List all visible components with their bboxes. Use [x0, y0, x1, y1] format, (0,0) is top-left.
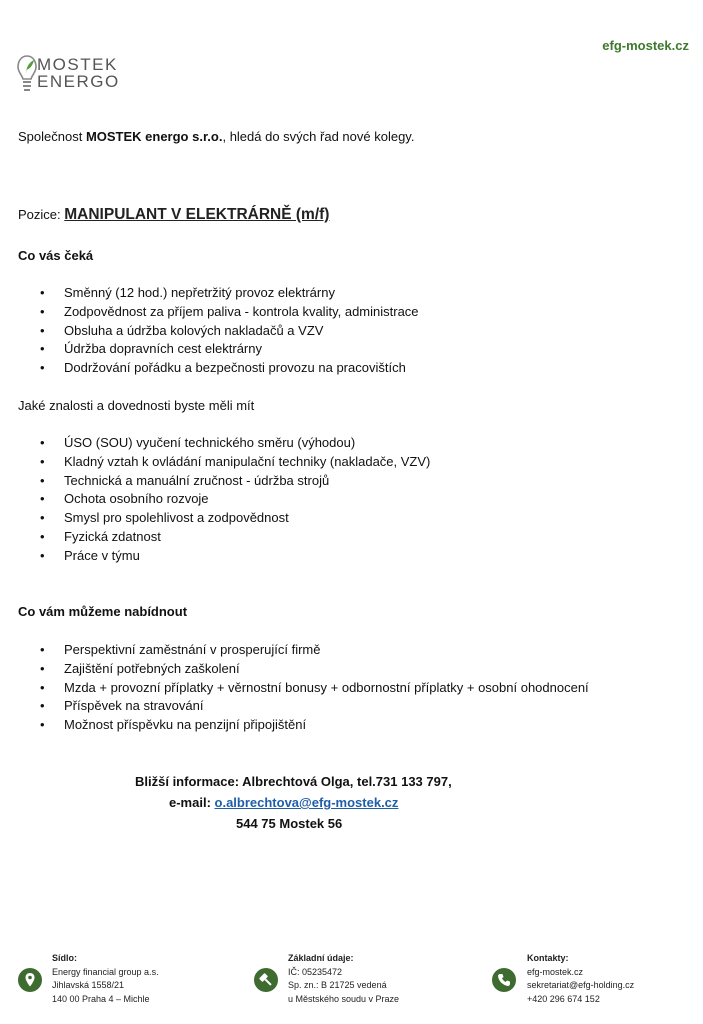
section2-heading: Jaké znalosti a dovednosti byste měli mít [18, 398, 255, 413]
intro-suffix: , hledá do svých řad nové kolegy. [222, 129, 415, 144]
section2-list [18, 434, 430, 566]
list-item: • Možnost příspěvku na penzijní připojištění [18, 716, 589, 735]
footer-basic-heading: Základní údaje: [288, 953, 354, 963]
contact-email-line [0, 795, 703, 810]
list-item: • Dodržování pořádku a bezpečnosti provozu na pracovištích [18, 359, 419, 378]
contact-address: 544 75 Mostek 56 [236, 816, 343, 831]
footer-basic-line: Sp. zn.: B 21725 vedená [288, 980, 387, 990]
list-item: • Technická a manuální zručnost - údržba strojů [18, 472, 430, 491]
footer-basic-line: IČ: 05235472 [288, 966, 343, 977]
footer-basic-info [288, 952, 399, 1006]
list-item: • Práce v týmu [18, 547, 430, 566]
company-logo [17, 50, 137, 98]
footer-seat [52, 952, 159, 1006]
logo-text-line1: MOSTEK [37, 55, 118, 74]
section1-list [18, 284, 419, 378]
email-label: e-mail: [169, 795, 215, 810]
list-item: • Perspektivní zaměstnání v prosperující firmě [18, 641, 589, 660]
footer-seat-line: Energy financial group a.s. [52, 966, 159, 977]
location-pin-icon [18, 968, 42, 992]
list-item: • Zajištění potřebných zaškolení [18, 660, 589, 679]
list-item: • Zodpovědnost za příjem paliva - kontrola kvality, administrace [18, 303, 419, 322]
list-item: • ÚSO (SOU) vyučení technického směru (výhodou) [18, 434, 430, 453]
intro-text [18, 129, 414, 144]
footer-seat-line: Jihlavská 1558/21 [52, 980, 125, 990]
list-item: • Obsluha a údržba kolových nakladačů a VZV [18, 322, 419, 341]
section1-heading: Co vás čeká [18, 248, 94, 263]
intro-prefix: Společnost [18, 129, 86, 144]
footer-seat-line: 140 00 Praha 4 – Michle [52, 993, 150, 1004]
site-url[interactable]: efg-mostek.cz [602, 38, 689, 53]
list-item: • Příspěvek na stravování [18, 697, 589, 716]
list-item: • Mzda + provozní příplatky + věrnostní bonusy + odbornostní příplatky + osobní ohodnocení [18, 679, 589, 698]
bulb-leaf-icon [17, 52, 37, 96]
section3-list [18, 641, 589, 735]
gavel-icon [254, 968, 278, 992]
list-item: • Kladný vztah k ovládání manipulační techniky (nakladače, VZV) [18, 453, 430, 472]
footer-contacts-web[interactable]: efg-mostek.cz [527, 966, 584, 977]
list-item: • Ochota osobního rozvoje [18, 490, 430, 509]
position-label: Pozice: [18, 207, 65, 222]
logo-text-line2: ENERGO [37, 72, 120, 91]
footer-contacts-phone: +420 296 674 152 [527, 993, 600, 1004]
list-item: • Směnný (12 hod.) nepřetržitý provoz elektrárny [18, 284, 419, 303]
footer-seat-heading: Sídlo: [52, 953, 77, 963]
position-title: MANIPULANT V ELEKTRÁRNĚ (m/f) [64, 206, 330, 223]
email-link[interactable]: o.albrechtova@efg-mostek.cz [214, 795, 399, 810]
list-item: • Fyzická zdatnost [18, 528, 430, 547]
footer-contacts-email[interactable]: sekretariat@efg-holding.cz [527, 980, 635, 990]
list-item: • Smysl pro spolehlivost a zodpovědnost [18, 509, 430, 528]
contact-info-line: Bližší informace: Albrechtová Olga, tel.731 133 797, [135, 774, 452, 789]
footer-contacts-heading: Kontakty: [527, 953, 569, 963]
footer-basic-line: u Městského soudu v Praze [288, 993, 400, 1004]
phone-icon [492, 968, 516, 992]
position-line [18, 206, 329, 224]
footer-contacts [527, 952, 634, 1006]
intro-company: MOSTEK energo s.r.o. [85, 129, 223, 144]
section3-heading: Co vám můžeme nabídnout [18, 604, 188, 619]
list-item: • Údržba dopravních cest elektrárny [18, 340, 419, 359]
